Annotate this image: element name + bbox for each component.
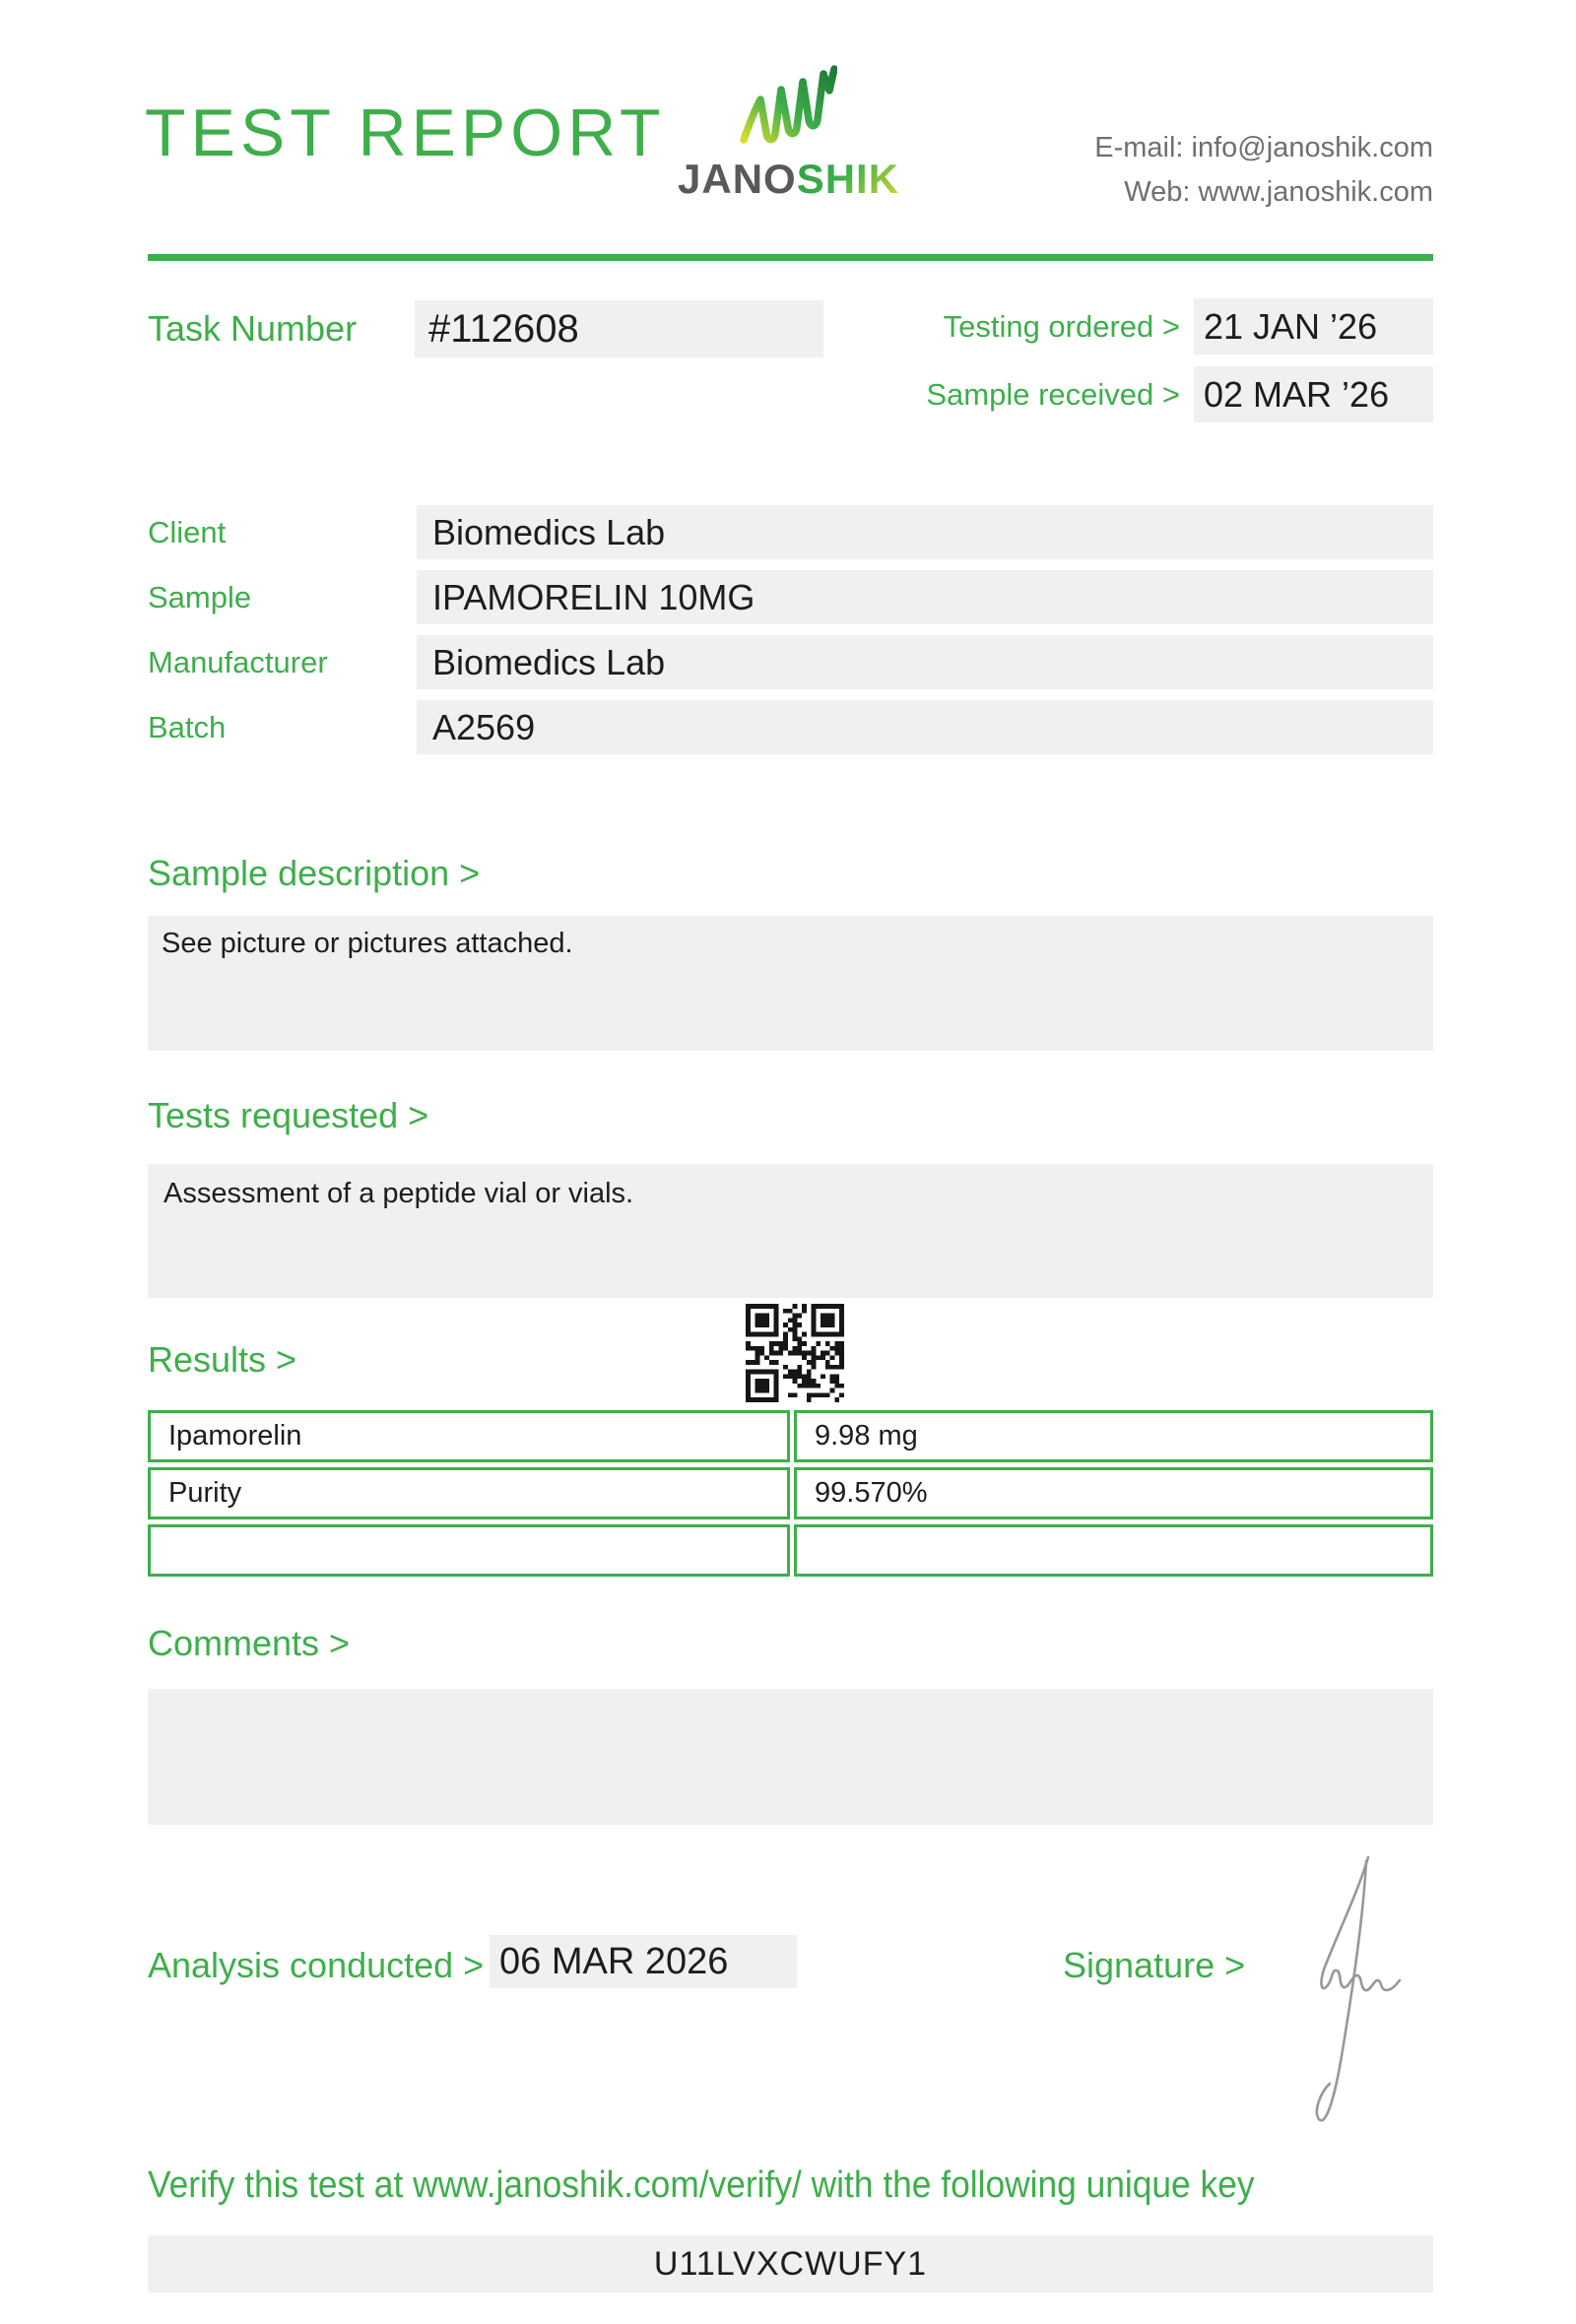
unique-key-value: U11LVXCWUFY1: [148, 2235, 1433, 2292]
sample-row: [148, 570, 1433, 624]
task-number-label: Task Number: [148, 308, 358, 349]
tests-requested-heading: Tests requested >: [148, 1095, 429, 1135]
task-number-row: [148, 300, 827, 357]
result-value: [794, 1524, 1433, 1577]
sample-description-body: See picture or pictures attached.: [148, 916, 1433, 1051]
signature-handwriting: [1273, 1849, 1406, 2135]
tests-requested-body: Assessment of a peptide vial or vials.: [148, 1164, 1433, 1298]
contact-info: [1094, 126, 1433, 215]
result-name: Ipamorelin: [148, 1410, 790, 1462]
table-row: [148, 1467, 1433, 1519]
sample-info-block: [148, 505, 1433, 754]
logo-text-jano: JANO: [678, 156, 797, 202]
qr-code-icon: [746, 1304, 844, 1402]
testing-ordered-value: 21 JAN ’26: [1194, 298, 1433, 355]
growth-chart-icon: [739, 65, 837, 150]
signature-label: Signature >: [1063, 1945, 1246, 1985]
sample-received-value: 02 MAR ’26: [1194, 366, 1433, 422]
sample-value: IPAMORELIN 10MG: [417, 570, 1433, 624]
results-table: [148, 1410, 1433, 1577]
logo-text-shik: SHIK: [796, 156, 900, 202]
header-divider: [148, 254, 1433, 261]
comments-heading: Comments >: [148, 1623, 351, 1663]
client-row: [148, 505, 1433, 559]
analysis-conducted-value: 06 MAR 2026: [490, 1935, 797, 1988]
sample-received-row: [886, 366, 1433, 422]
web-line: Web: www.janoshik.com: [1124, 176, 1433, 208]
result-value: 99.570%: [794, 1467, 1433, 1519]
manufacturer-row: [148, 635, 1433, 689]
table-row: [148, 1410, 1433, 1462]
result-value: 9.98 mg: [794, 1410, 1433, 1462]
manufacturer-label: Manufacturer: [148, 645, 328, 679]
page-title: TEST REPORT: [145, 96, 666, 170]
table-row: [148, 1524, 1433, 1577]
email-line: E-mail: info@janoshik.com: [1094, 132, 1433, 163]
sample-received-label: Sample received >: [926, 377, 1180, 412]
testing-ordered-label: Testing ordered >: [943, 309, 1180, 344]
manufacturer-value: Biomedics Lab: [417, 635, 1433, 689]
comments-body: [148, 1689, 1433, 1825]
task-number-value: #112608: [415, 300, 823, 357]
janoshik-logo: [678, 65, 898, 203]
logo-wordmark: [678, 156, 898, 203]
testing-ordered-row: [886, 298, 1433, 355]
result-name: [148, 1524, 790, 1577]
result-name: Purity: [148, 1467, 790, 1519]
batch-value: A2569: [417, 700, 1433, 754]
batch-label: Batch: [148, 710, 227, 744]
client-label: Client: [148, 515, 227, 549]
batch-row: [148, 700, 1433, 754]
analysis-conducted-label: Analysis conducted >: [148, 1945, 485, 1985]
results-heading: Results >: [148, 1339, 297, 1380]
client-value: Biomedics Lab: [417, 505, 1433, 559]
dates-block: [886, 298, 1433, 422]
sample-label: Sample: [148, 580, 252, 614]
sample-description-heading: Sample description >: [148, 853, 481, 893]
verify-instruction: Verify this test at www.janoshik.com/verify/ with the following unique key: [148, 2164, 1255, 2206]
